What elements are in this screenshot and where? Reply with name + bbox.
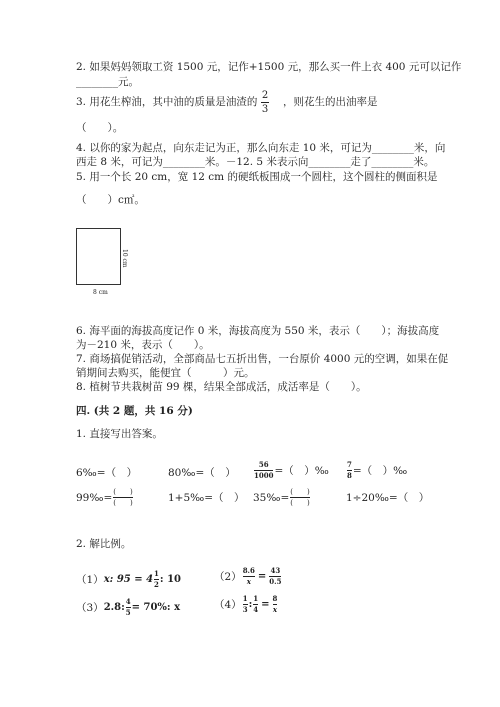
answer-item-80-permille: 80‰=（ ） (168, 467, 236, 479)
question-6-line-2: 为－210 米，表示（ ）。 (76, 339, 210, 351)
figure-height-label: 10 cm (121, 249, 128, 268)
question-3-fraction (261, 90, 269, 115)
part-1-title: 1. 直接写出答案。 (76, 428, 163, 440)
fraction-denominator: 2 (154, 580, 159, 589)
fraction-denominator: 3 (242, 605, 248, 614)
fraction-numerator: 4 (125, 597, 131, 606)
fraction-denominator: 4 (253, 605, 259, 614)
fraction-numerator: 43 (270, 566, 281, 575)
equals-sign: = (257, 571, 267, 582)
blank-fraction (113, 488, 132, 507)
equation-1 (76, 570, 181, 589)
answer-item-99-permille (76, 488, 134, 507)
expression-head: 99‰= (76, 491, 113, 504)
mixed-fraction (154, 570, 159, 589)
equals-sign: = (261, 599, 270, 610)
answer-item-6-permille: 6‰=（ ） (76, 467, 138, 479)
fraction-numerator: 8 (272, 594, 278, 603)
question-8-line-1: 8. 植树节共栽树苗 99 棵，结果全部成活，成活率是（ ）。 (76, 381, 367, 393)
answer-item-35-permille (253, 488, 311, 507)
answer-blank: =（ ）‰ (274, 464, 329, 477)
fraction-numerator: ( ) (290, 488, 310, 496)
equation-4 (214, 595, 278, 614)
question-7-line-2: 销期间去购买，能便宜（ ）元。 (76, 367, 255, 379)
fraction-denominator: x (246, 577, 251, 586)
question-6-line-1: 6. 海平面的海拔高度记作 0 米，海拔高度为 550 米，表示（ ）；海拔高度 (76, 325, 440, 337)
answer-item-1-div-20-permille: 1÷20‰=（ ） (346, 492, 430, 504)
question-3-answer: （ ）。 (76, 122, 124, 134)
question-4-line-1: 4. 以你的家为起点，向东走记为正，那么向东走 10 米，可记为________米，向 (76, 142, 446, 154)
equation-tail: : 10 (159, 574, 182, 585)
fraction-numerator: 1 (253, 594, 259, 603)
fraction-1 (243, 595, 248, 614)
part-2-title: 2. 解比例。 (76, 538, 132, 550)
colon: : (248, 599, 253, 610)
question-3-prefix: 3. 用花生榨油，其中油的质量是油渣的 (76, 96, 258, 108)
equation-2 (214, 567, 282, 586)
equation-label: （1） (76, 573, 104, 586)
question-4-line-2: 西走 8 米，可记为________米。－12. 5 米表示向________走了________米。 (76, 156, 435, 168)
fraction (347, 461, 352, 480)
equation-head: x: 95 = 4 (103, 574, 154, 585)
section-4-heading: 四. (共 2 题，共 16 分) (76, 405, 193, 417)
fraction-denominator: 8 (347, 471, 352, 480)
answer-item-1-plus-5-permille: 1+5‰=（ ） (168, 492, 245, 504)
answer-blank: =（ ）‰ (352, 464, 408, 477)
equation-label: （2） (214, 570, 242, 583)
fraction-denominator: x (272, 605, 278, 614)
fraction-numerator: 7 (347, 460, 352, 469)
question-2-line-1: 2. 如果妈妈领取工资 1500 元，记作+1500 元，那么买一件上衣 400 元可以记作 (76, 61, 462, 73)
fraction-denominator: 3 (261, 104, 269, 115)
equation-3 (76, 598, 180, 617)
fraction-denominator: ( ) (290, 499, 310, 507)
fraction-numerator: 8.6 (242, 566, 255, 575)
figure-width-label: 8 cm (93, 289, 108, 296)
fraction-denominator: 1000 (254, 471, 274, 480)
answer-item-7-over-8 (346, 461, 407, 480)
rectangle-figure (76, 228, 121, 285)
question-2-line-2: ________元。 (76, 76, 139, 88)
expression-head: 35‰= (253, 491, 290, 504)
answer-item-56-over-1000 (253, 461, 329, 480)
blank-fraction (290, 488, 309, 507)
fraction-left (243, 567, 255, 586)
fraction-denominator: 0.5 (269, 577, 282, 586)
fraction-2 (253, 595, 258, 614)
equation-label: （3） (76, 601, 104, 614)
fraction-3 (273, 595, 278, 614)
fraction-numerator: 1 (242, 594, 248, 603)
fraction-numerator: 2 (261, 90, 269, 101)
question-5-answer: （ ）c㎡。 (76, 194, 145, 206)
fraction (126, 598, 131, 617)
fraction-right (269, 567, 281, 586)
question-5-line-1: 5. 用一个长 20 cm，宽 12 cm 的硬纸板围成一个圆柱，这个圆柱的侧面积是 (76, 171, 438, 183)
equation-tail: = 70%: x (131, 602, 181, 613)
question-7-line-1: 7. 商场搞促销活动，全部商品七五折出售，一台原价 4000 元的空调，如果在促 (76, 353, 449, 365)
fraction (254, 461, 273, 480)
equation-label: （4） (214, 598, 242, 611)
question-3-suffix: ，则花生的出油率是 (283, 96, 378, 108)
fraction-denominator: ( ) (113, 499, 133, 507)
fraction-numerator: 56 (258, 460, 269, 469)
fraction-numerator: ( ) (113, 488, 133, 496)
fraction-numerator: 1 (154, 569, 159, 578)
equation-head: 2.8: (103, 602, 125, 613)
fraction-denominator: 5 (125, 608, 131, 617)
